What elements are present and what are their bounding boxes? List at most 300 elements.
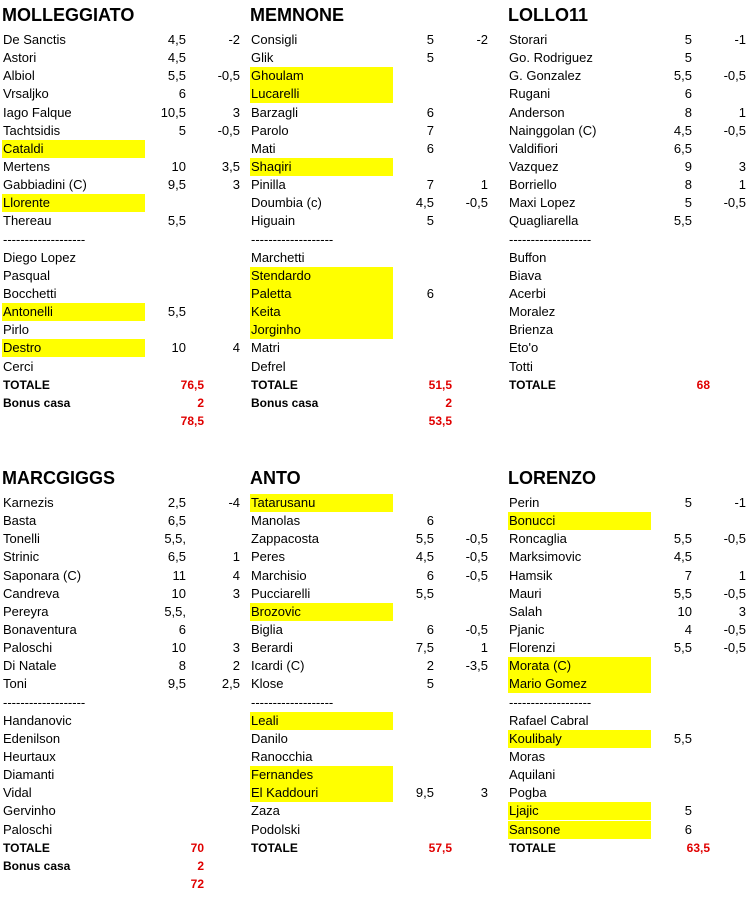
player-bonus: 3 — [232, 104, 240, 120]
player-vote: 7 — [426, 177, 434, 193]
player-row — [250, 784, 490, 802]
player-vote: 6 — [684, 86, 692, 102]
player-vote: 9,5 — [167, 177, 186, 193]
player-row — [508, 712, 748, 730]
player-row — [250, 358, 490, 376]
player-row — [2, 158, 242, 176]
player-bonus: 4 — [232, 340, 240, 356]
player-row — [508, 730, 748, 748]
player-row — [2, 730, 242, 748]
total-value: 63,5 — [686, 840, 710, 855]
player-row — [508, 621, 748, 639]
player-row — [250, 249, 490, 267]
player-name: Valdifiori — [509, 140, 558, 156]
team-title: MOLLEGGIATO — [2, 5, 135, 25]
player-name: Totti — [509, 358, 533, 374]
player-vote: 8 — [178, 658, 186, 674]
player-name: Vrsaljko — [3, 86, 49, 102]
player-name: Albiol — [3, 68, 35, 84]
player-row — [250, 49, 490, 67]
player-name: Glik — [251, 50, 274, 66]
player-bonus: -0,5 — [465, 549, 488, 565]
player-row — [2, 712, 242, 730]
player-name: Acerbi — [509, 285, 546, 301]
player-vote: 5,5 — [167, 304, 186, 320]
player-row — [2, 285, 242, 303]
player-vote: 5 — [684, 495, 692, 510]
total-value: 68 — [696, 377, 710, 392]
player-row — [508, 67, 748, 85]
player-row — [2, 603, 242, 621]
player-name: Pucciarelli — [251, 585, 311, 601]
player-name: Rugani — [509, 86, 551, 102]
player-vote: 5 — [178, 122, 186, 138]
player-vote: 6 — [426, 285, 434, 301]
player-row — [508, 321, 748, 339]
player-list — [508, 31, 748, 394]
player-row — [250, 339, 490, 357]
player-vote: 2 — [426, 658, 434, 674]
player-name: Bocchetti — [3, 285, 57, 301]
player-name: Iago Falque — [3, 104, 72, 120]
player-bonus: -3,5 — [465, 658, 488, 674]
player-name: Vidal — [3, 785, 32, 801]
player-row — [2, 321, 242, 339]
player-name: Danilo — [251, 730, 288, 746]
bonus-casa-label: Bonus casa — [3, 395, 71, 410]
player-bonus: -0,5 — [217, 122, 240, 138]
player-vote: 5,5 — [673, 585, 692, 601]
player-name: Mati — [251, 140, 276, 156]
player-row — [508, 530, 748, 548]
player-bonus: 2 — [232, 658, 240, 674]
player-name: Gabbiadini (C) — [3, 177, 87, 193]
player-vote: 7,5 — [415, 640, 434, 656]
player-name: Lucarelli — [250, 85, 393, 103]
total-value: 76,5 — [180, 377, 204, 392]
player-row — [250, 140, 490, 158]
total-row — [508, 376, 748, 394]
player-vote: 7 — [426, 122, 434, 138]
player-name: Shaqiri — [250, 158, 393, 176]
player-name: Rafael Cabral — [509, 712, 589, 728]
player-name: Berardi — [251, 640, 293, 656]
total-value: 51,5 — [428, 377, 452, 392]
player-name: Koulibaly — [508, 730, 651, 748]
player-name: Astori — [3, 50, 37, 66]
player-vote: 5,5 — [415, 585, 434, 601]
player-name: Antonelli — [2, 303, 145, 321]
player-vote: 5 — [684, 32, 692, 47]
player-vote: 6,5 — [673, 140, 692, 156]
player-name: Anderson — [509, 104, 565, 120]
separator-line: ------------------- — [251, 231, 334, 247]
player-name: Moralez — [509, 304, 556, 320]
player-name: Karnezis — [3, 495, 54, 510]
player-vote: 6 — [178, 86, 186, 102]
player-vote: 5,5 — [415, 531, 434, 547]
player-name: Podolski — [251, 821, 301, 837]
player-bonus: 3 — [738, 158, 746, 174]
player-row — [2, 548, 242, 566]
player-row — [508, 158, 748, 176]
player-bonus: 1 — [232, 549, 240, 565]
player-name: Mario Gomez — [508, 675, 651, 693]
final-total-value: 72 — [190, 876, 204, 891]
player-list — [250, 494, 490, 857]
player-row — [2, 104, 242, 122]
player-name: Zappacosta — [251, 531, 319, 547]
player-row — [2, 140, 242, 158]
player-row — [250, 730, 490, 748]
total-label: TOTALE — [509, 377, 556, 392]
final-total-row — [250, 412, 490, 430]
total-row — [250, 376, 490, 394]
player-bonus: -1 — [734, 495, 746, 510]
player-bonus: 2,5 — [221, 676, 240, 692]
player-row — [250, 122, 490, 140]
player-name: Keita — [250, 303, 393, 321]
player-bonus: 3,5 — [221, 158, 240, 174]
player-row — [508, 31, 748, 49]
player-row — [250, 212, 490, 230]
player-name: Thereau — [3, 213, 52, 229]
player-name: Roncaglia — [509, 531, 567, 547]
player-name: Nainggolan (C) — [509, 122, 597, 138]
player-vote: 5,5 — [673, 640, 692, 656]
separator-row — [2, 231, 242, 249]
player-row — [508, 512, 748, 530]
player-row — [508, 104, 748, 122]
player-row — [250, 585, 490, 603]
player-bonus: 4 — [232, 567, 240, 583]
player-bonus: -0,5 — [723, 640, 746, 656]
player-row — [250, 821, 490, 839]
total-row — [250, 839, 490, 857]
player-row — [2, 585, 242, 603]
player-row — [250, 748, 490, 766]
player-vote: 5,5, — [164, 603, 186, 619]
player-row — [250, 67, 490, 85]
team-title: MEMNONE — [250, 5, 344, 25]
player-row — [508, 249, 748, 267]
player-name: Marksimovic — [509, 549, 582, 565]
player-name: Biglia — [251, 621, 283, 637]
player-vote: 6 — [426, 513, 434, 529]
player-name: Jorginho — [250, 321, 393, 339]
player-name: Manolas — [251, 513, 301, 529]
player-row — [250, 176, 490, 194]
player-row — [250, 303, 490, 321]
player-vote: 4,5 — [415, 195, 434, 211]
player-name: De Sanctis — [3, 32, 66, 47]
player-vote: 4,5 — [415, 549, 434, 565]
player-name: Leali — [250, 712, 393, 730]
player-bonus: -0,5 — [723, 195, 746, 211]
team-title: MARCGIGGS — [2, 468, 116, 488]
player-name: Buffon — [509, 249, 547, 265]
total-row — [2, 839, 242, 857]
player-name: Aquilani — [509, 767, 556, 783]
player-bonus: 3 — [480, 785, 488, 801]
player-row — [2, 494, 242, 512]
player-vote: 5,5 — [673, 730, 692, 746]
player-row — [2, 249, 242, 267]
player-row — [508, 194, 748, 212]
team-title: ANTO — [250, 468, 301, 488]
player-bonus: 1 — [738, 177, 746, 193]
player-row — [508, 657, 748, 675]
player-name: Biava — [509, 267, 542, 283]
player-name: Florenzi — [509, 640, 556, 656]
player-bonus: 1 — [738, 104, 746, 120]
total-row — [508, 839, 748, 857]
player-name: Brienza — [509, 322, 554, 338]
player-row — [250, 194, 490, 212]
player-name: Pirlo — [3, 322, 30, 338]
player-row — [250, 158, 490, 176]
player-name: Fernandes — [250, 766, 393, 784]
player-vote: 9,5 — [415, 785, 434, 801]
player-row — [250, 530, 490, 548]
player-row — [250, 104, 490, 122]
player-row — [250, 85, 490, 103]
player-name: Bonaventura — [3, 621, 77, 637]
player-vote: 10 — [171, 640, 186, 656]
player-bonus: -0,5 — [465, 567, 488, 583]
player-name: Handanovic — [3, 712, 72, 728]
player-row — [508, 140, 748, 158]
player-name: Tonelli — [3, 531, 40, 547]
player-row — [508, 49, 748, 67]
separator-row — [250, 231, 490, 249]
player-vote: 5,5 — [167, 213, 186, 229]
player-row — [508, 85, 748, 103]
player-vote: 4,5 — [167, 32, 186, 47]
player-bonus: 3 — [232, 585, 240, 601]
player-row — [250, 512, 490, 530]
player-name: Toni — [3, 676, 27, 692]
player-vote: 10 — [171, 585, 186, 601]
player-vote: 5,5, — [164, 531, 186, 547]
player-name: Eto'o — [509, 340, 539, 356]
player-name: Peres — [251, 549, 285, 565]
player-row — [250, 802, 490, 820]
player-row — [508, 675, 748, 693]
player-name: Higuain — [251, 213, 296, 229]
player-vote: 5 — [426, 213, 434, 229]
player-row — [508, 494, 748, 512]
separator-row — [2, 694, 242, 712]
player-bonus: 1 — [738, 567, 746, 583]
player-name: Paloschi — [3, 821, 53, 837]
player-row — [250, 548, 490, 566]
player-vote: 5 — [426, 676, 434, 692]
player-vote: 4,5 — [673, 122, 692, 138]
player-vote: 10 — [171, 158, 186, 174]
player-name: Pereyra — [3, 603, 49, 619]
player-name: Diamanti — [3, 767, 55, 783]
player-row — [250, 639, 490, 657]
player-name: Edenilson — [3, 730, 61, 746]
player-vote: 5,5 — [673, 68, 692, 84]
player-bonus: -2 — [228, 32, 240, 47]
player-name: Stendardo — [250, 267, 393, 285]
player-bonus: 3 — [232, 640, 240, 656]
player-row — [2, 85, 242, 103]
player-row — [250, 267, 490, 285]
player-name: Diego Lopez — [3, 249, 76, 265]
player-row — [2, 784, 242, 802]
player-name: Moras — [509, 748, 546, 764]
player-row — [250, 766, 490, 784]
player-vote: 7 — [684, 567, 692, 583]
player-vote: 6 — [684, 821, 692, 837]
player-row — [250, 321, 490, 339]
bonus-casa-label: Bonus casa — [3, 858, 71, 873]
player-vote: 9,5 — [167, 676, 186, 692]
player-vote: 9 — [684, 158, 692, 174]
player-bonus: -0,5 — [723, 122, 746, 138]
player-list — [250, 31, 490, 430]
player-row — [2, 567, 242, 585]
player-row — [2, 512, 242, 530]
player-name: Parolo — [251, 122, 289, 138]
player-row — [250, 567, 490, 585]
player-row — [2, 49, 242, 67]
player-name: Saponara (C) — [3, 567, 82, 583]
player-name: Pjanic — [509, 621, 545, 637]
player-name: Ljajic — [508, 802, 651, 820]
player-row — [250, 675, 490, 693]
player-name: Ghoulam — [250, 67, 393, 85]
player-row — [2, 176, 242, 194]
player-vote: 10 — [171, 340, 186, 356]
bonus-casa-value: 2 — [197, 395, 204, 410]
player-bonus: 3 — [738, 603, 746, 619]
player-vote: 11 — [172, 567, 186, 583]
player-vote: 10 — [677, 603, 692, 619]
separator-row — [508, 694, 748, 712]
player-vote: 2,5 — [167, 495, 186, 510]
player-name: Storari — [509, 32, 548, 47]
separator-line: ------------------- — [509, 231, 592, 247]
player-name: Llorente — [2, 194, 145, 212]
player-vote: 6 — [426, 567, 434, 583]
player-bonus: 3 — [232, 177, 240, 193]
player-row — [508, 285, 748, 303]
player-vote: 5,5 — [167, 68, 186, 84]
final-total-value: 78,5 — [180, 413, 204, 428]
final-total-value: 53,5 — [428, 413, 452, 428]
player-vote: 6 — [426, 104, 434, 120]
player-bonus: -1 — [734, 32, 746, 47]
player-row — [2, 67, 242, 85]
player-name: Paloschi — [3, 640, 53, 656]
player-row — [508, 212, 748, 230]
total-label: TOTALE — [509, 840, 556, 855]
player-vote: 8 — [684, 104, 692, 120]
player-name: Icardi (C) — [251, 658, 305, 674]
player-bonus: -0,5 — [465, 621, 488, 637]
player-vote: 5 — [426, 32, 434, 47]
player-bonus: 1 — [480, 177, 488, 193]
player-name: Maxi Lopez — [509, 195, 576, 211]
bonus-casa-value: 2 — [197, 858, 204, 873]
player-row — [250, 712, 490, 730]
player-row — [508, 567, 748, 585]
player-vote: 6,5 — [167, 513, 186, 529]
player-vote: 6,5 — [167, 549, 186, 565]
player-bonus: -0,5 — [465, 195, 488, 211]
player-row — [2, 267, 242, 285]
player-name: Barzagli — [251, 104, 298, 120]
total-row — [2, 376, 242, 394]
player-vote: 6 — [426, 140, 434, 156]
player-name: Mauri — [509, 585, 542, 601]
player-name: Gervinho — [3, 803, 56, 819]
player-bonus: -0,5 — [723, 531, 746, 547]
bonus-casa-row — [2, 394, 242, 412]
player-bonus: -0,5 — [723, 621, 746, 637]
player-row — [508, 122, 748, 140]
player-name: Consigli — [251, 32, 298, 47]
player-bonus: -0,5 — [217, 68, 240, 84]
player-row — [2, 748, 242, 766]
player-name: El Kaddouri — [250, 784, 393, 802]
player-name: Pinilla — [251, 177, 286, 193]
player-name: Cerci — [3, 358, 34, 374]
player-name: Morata (C) — [508, 657, 651, 675]
player-row — [508, 784, 748, 802]
player-row — [2, 194, 242, 212]
player-row — [508, 802, 748, 820]
player-row — [2, 639, 242, 657]
player-name: Tachtsidis — [3, 122, 61, 138]
player-name: Pogba — [509, 785, 547, 801]
player-name: Mertens — [3, 158, 50, 174]
player-name: Pasqual — [3, 267, 50, 283]
player-vote: 5,5 — [673, 531, 692, 547]
player-row — [508, 585, 748, 603]
player-row — [508, 766, 748, 784]
player-row — [508, 748, 748, 766]
player-name: Vazquez — [509, 158, 559, 174]
player-name: Salah — [509, 603, 543, 619]
player-name: Matri — [251, 340, 280, 356]
player-row — [2, 212, 242, 230]
player-name: Heurtaux — [3, 748, 56, 764]
player-name: Tatarusanu — [250, 494, 393, 512]
player-name: G. Gonzalez — [509, 68, 582, 84]
player-name: Bonucci — [508, 512, 651, 530]
team-title: LOLLO11 — [508, 5, 589, 25]
player-vote: 5 — [426, 50, 434, 66]
player-row — [250, 31, 490, 49]
bonus-casa-row — [2, 857, 242, 875]
bonus-casa-label: Bonus casa — [251, 395, 319, 410]
player-name: Basta — [3, 513, 37, 529]
player-row — [508, 821, 748, 839]
player-vote: 10,5 — [160, 104, 186, 120]
player-vote: 5 — [684, 50, 692, 66]
total-value: 70 — [190, 840, 204, 855]
total-label: TOTALE — [3, 840, 50, 855]
player-row — [2, 675, 242, 693]
player-vote: 5 — [684, 803, 692, 819]
player-name: Klose — [251, 676, 284, 692]
player-name: Sansone — [508, 821, 651, 839]
